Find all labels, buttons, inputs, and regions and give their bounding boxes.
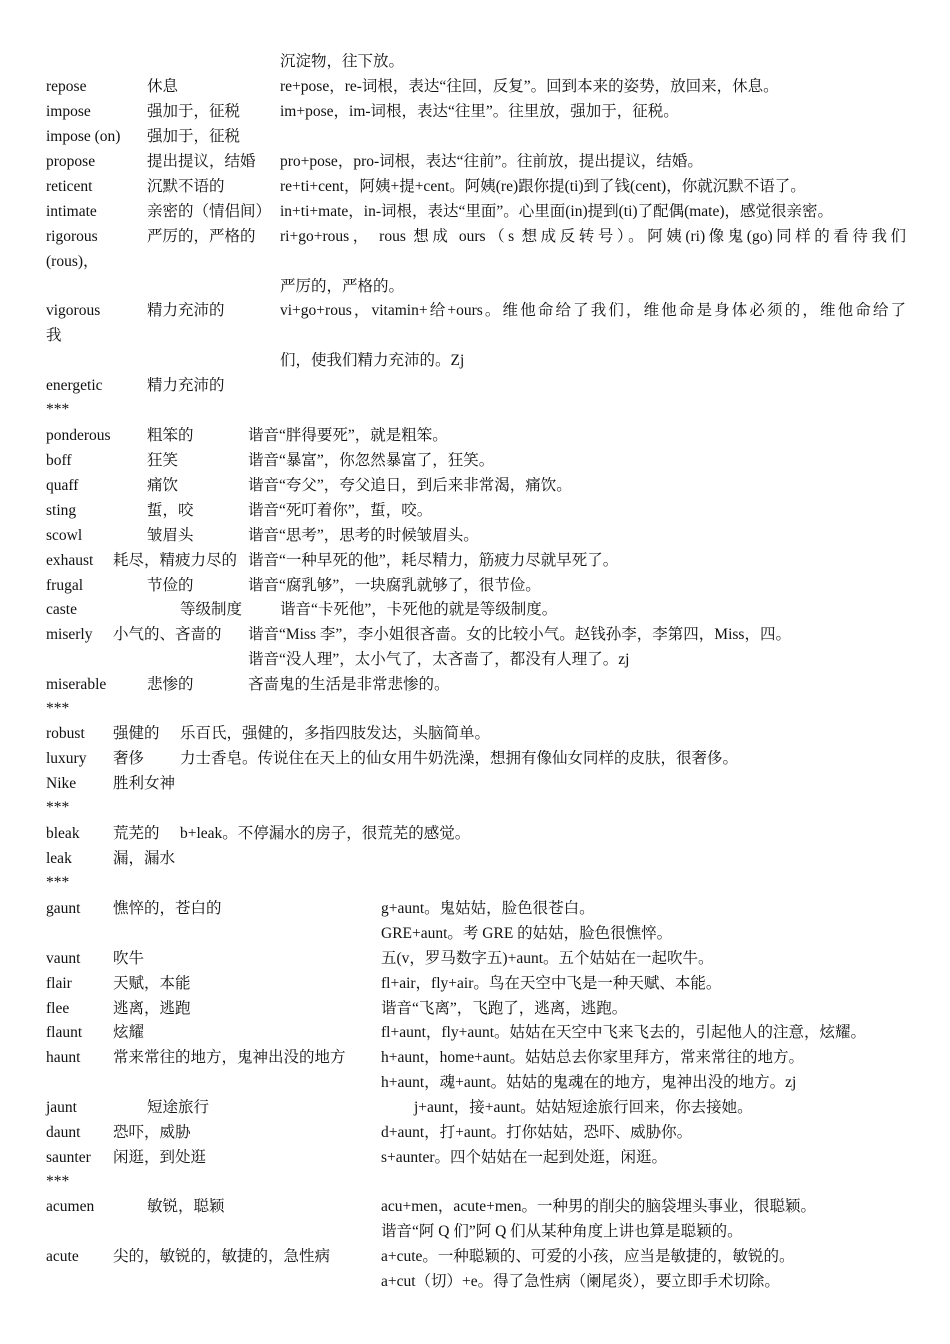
entry-explanation: a+cute。一种聪颖的、可爱的小孩，应当是敏捷的，敏锐的。 — [381, 1248, 795, 1265]
entry-explanation: 五(v，罗马数字五)+aunt。五个姑姑在一起吹牛。 — [381, 950, 714, 967]
entry-meaning: 等级制度 — [180, 601, 243, 618]
entry-word: reticent — [46, 178, 93, 195]
entry-meaning: 精力充沛的 — [147, 377, 225, 394]
entry-meaning: 吹牛 — [113, 950, 145, 967]
entry-explanation: 谐音“飞离”，飞跑了，逃离，逃跑。 — [381, 1000, 628, 1017]
entry-explanation: 谐音“胖得要死”，就是粗笨。 — [248, 427, 448, 444]
entry-word: repose — [46, 78, 87, 95]
entry-word: impose (on) — [46, 128, 121, 145]
entry-word: luxury — [46, 750, 87, 767]
entry-explanation: 谐音“卡死他”，卡死他的就是等级制度。 — [280, 601, 558, 618]
entry-explanation: ri+go+rous， rous 想成 ours（s 想成反转号）。阿姨(ri)像鬼(go)同样的看待我们 — [280, 228, 906, 245]
entry-explanation-cont: 谐音“阿 Q 们”阿 Q 们从某种角度上讲也算是聪颖的。 — [381, 1223, 743, 1240]
entry-meaning: 休息 — [147, 78, 179, 95]
entry-meaning: 天赋，本能 — [113, 975, 191, 992]
entry-explanation: 谐音“暴富”，你忽然暴富了，狂笑。 — [248, 452, 495, 469]
entry-meaning: 强加于，征税 — [147, 103, 241, 120]
entry-meaning: 痛饮 — [147, 477, 179, 494]
entry-explanation-cont: 谐音“没人理”，太小气了，太吝啬了，都没有人理了。zj — [248, 651, 630, 668]
entry-explanation: 谐音“思考”，思考的时候皱眉头。 — [248, 527, 479, 544]
entry-meaning: 漏，漏水 — [113, 850, 176, 867]
entry-word: flair — [46, 975, 72, 992]
entry-explanation: 谐音“死叮着你”，蜇，咬。 — [248, 502, 433, 519]
entry-explanation: re+ti+cent，阿姨+提+cent。阿姨(re)跟你提(ti)到了钱(cent)，你就沉默不语了。 — [280, 178, 806, 195]
entry-meaning: 沉默不语的 — [147, 178, 225, 195]
entry-explanation: 谐音“Miss 李”，李小姐很吝啬。女的比较小气。赵钱孙李，李第四，Miss，四。 — [248, 626, 791, 643]
entry-word: caste — [46, 601, 77, 618]
entry-word: vigorous — [46, 302, 101, 319]
entry-word: ponderous — [46, 427, 111, 444]
entry-word: jaunt — [46, 1099, 77, 1116]
entry-explanation: g+aunt。鬼姑姑，脸色很苍白。 — [381, 900, 595, 917]
entry-meaning: 强加于，征税 — [147, 128, 241, 145]
entry-explanation: fl+aunt，fly+aunt。姑姑在天空中飞来飞去的，引起他人的注意，炫耀。 — [381, 1024, 867, 1041]
entry-word: miserly — [46, 626, 93, 643]
entry-explanation: re+pose，re-词根，表达“往回，反复”。回到本来的姿势，放回来，休息。 — [280, 78, 779, 95]
entry-explanation: 力士香皂。传说住在天上的仙女用牛奶洗澡，想拥有像仙女同样的皮肤，很奢侈。 — [180, 750, 739, 767]
section-separator: *** — [46, 401, 70, 418]
entry-word: robust — [46, 725, 85, 742]
entry-meaning: 耗尽，精疲力尽的 — [113, 552, 238, 569]
entry-explanation-cont: 们，使我们精力充沛的。Zj — [280, 352, 465, 369]
entry-meaning: 胜利女神 — [113, 775, 176, 792]
entry-meaning: 炫耀 — [113, 1024, 145, 1041]
entry-meaning: 奢侈 — [113, 750, 145, 767]
entry-word-wrap: 我 — [46, 327, 62, 344]
entry-meaning: 短途旅行 — [147, 1099, 210, 1116]
entry-meaning: 亲密的（情侣间） — [147, 203, 272, 220]
entry-word: Nike — [46, 775, 77, 792]
entry-explanation: 吝啬鬼的生活是非常悲惨的。 — [248, 676, 450, 693]
entry-explanation-cont: GRE+aunt。考 GRE 的姑姑，脸色很憔悴。 — [381, 925, 673, 942]
entry-word: vaunt — [46, 950, 81, 967]
entry-word: bleak — [46, 825, 80, 842]
entry-meaning: 闲逛，到处逛 — [113, 1149, 207, 1166]
entry-meaning: 憔悴的，苍白的 — [113, 900, 222, 917]
entry-word: impose — [46, 103, 91, 120]
entry-explanation: acu+men，acute+men。一种男的削尖的脑袋埋头事业，很聪颖。 — [381, 1198, 817, 1215]
entry-meaning: 常来常往的地方，鬼神出没的地方 — [113, 1049, 346, 1066]
entry-meaning: 尖的，敏锐的，敏捷的，急性病 — [113, 1248, 331, 1265]
entry-meaning: 小气的、吝啬的 — [113, 626, 222, 643]
entry-explanation: j+aunt，接+aunt。姑姑短途旅行回来，你去接她。 — [414, 1099, 753, 1116]
entry-word: boff — [46, 452, 72, 469]
entry-explanation: 谐音“腐乳够”，一块腐乳就够了，很节俭。 — [248, 577, 541, 594]
entry-explanation: 谐音“夸父”，夸父追日，到后来非常渴，痛饮。 — [248, 477, 572, 494]
entry-word: gaunt — [46, 900, 81, 917]
entry-explanation: d+aunt，打+aunt。打你姑姑，恐吓、威胁你。 — [381, 1124, 693, 1141]
entry-meaning: 强健的 — [113, 725, 160, 742]
entry-explanation: 乐百氏，强健的，多指四肢发达，头脑简单。 — [180, 725, 491, 742]
entry-meaning: 精力充沛的 — [147, 302, 225, 319]
entry-explanation: vi+go+rous，vitamin+给+ours。维他命给了我们，维他命是身体必须的，维他命给了 — [280, 302, 906, 319]
section-separator: *** — [46, 874, 70, 891]
entry-explanation: in+ti+mate，in-词根，表达“里面”。心里面(in)提到(ti)了配偶(mate)，感觉很亲密。 — [280, 203, 834, 220]
entry-word-wrap: (rous)， — [46, 253, 99, 270]
entry-word: rigorous — [46, 228, 98, 245]
entry-word: acute — [46, 1248, 79, 1265]
entry-meaning: 逃离，逃跑 — [113, 1000, 191, 1017]
entry-word: flee — [46, 1000, 70, 1017]
entry-explanation: b+leak。不停漏水的房子，很荒芜的感觉。 — [180, 825, 471, 842]
entry-meaning: 悲惨的 — [147, 676, 194, 693]
entry-meaning: 荒芜的 — [113, 825, 160, 842]
entry-word: scowl — [46, 527, 83, 544]
entry-meaning: 敏锐，聪颖 — [147, 1198, 225, 1215]
entry-meaning: 提出提议，结婚 — [147, 153, 256, 170]
entry-explanation-cont: 严厉的，严格的。 — [280, 278, 405, 295]
entry-word: sting — [46, 502, 77, 519]
entry-word: intimate — [46, 203, 97, 220]
entry-meaning: 蜇，咬 — [147, 502, 194, 519]
entry-meaning: 狂笑 — [147, 452, 179, 469]
entry-meaning: 恐吓，威胁 — [113, 1124, 191, 1141]
entry-word: quaff — [46, 477, 79, 494]
entry-explanation: h+aunt，home+aunt。姑姑总去你家里拜方，常来常往的地方。 — [381, 1049, 805, 1066]
entry-meaning: 粗笨的 — [147, 427, 194, 444]
entry-explanation-cont: a+cut（切）+e。得了急性病（阑尾炎），要立即手术切除。 — [381, 1273, 780, 1290]
entry-word: daunt — [46, 1124, 81, 1141]
section-separator: *** — [46, 700, 70, 717]
entry-word: acumen — [46, 1198, 95, 1215]
entry-word: exhaust — [46, 552, 94, 569]
entry-meaning: 严厉的，严格的 — [147, 228, 256, 245]
entry-explanation: 谐音“一种早死的他”，耗尽精力，筋疲力尽就早死了。 — [248, 552, 619, 569]
entry-word: miserable — [46, 676, 107, 693]
entry-explanation-cont: h+aunt，魂+aunt。姑姑的鬼魂在的地方，鬼神出没的地方。zj — [381, 1074, 797, 1091]
section-separator: *** — [46, 799, 70, 816]
entry-meaning: 节俭的 — [147, 577, 194, 594]
entry-explanation: pro+pose，pro-词根，表达“往前”。往前放，提出提议，结婚。 — [280, 153, 703, 170]
entry-word: flaunt — [46, 1024, 83, 1041]
entry-explanation: im+pose，im-词根，表达“往里”。往里放，强加于，征税。 — [280, 103, 679, 120]
entry-word: haunt — [46, 1049, 81, 1066]
entry-explanation: s+aunter。四个姑姑在一起到处逛，闲逛。 — [381, 1149, 668, 1166]
continuation-line: 沉淀物，往下放。 — [280, 53, 405, 70]
entry-word: leak — [46, 850, 72, 867]
entry-explanation: fl+air，fly+air。鸟在天空中飞是一种天赋、本能。 — [381, 975, 722, 992]
entry-meaning: 皱眉头 — [147, 527, 194, 544]
entry-word: propose — [46, 153, 96, 170]
section-separator: *** — [46, 1173, 70, 1190]
entry-word: energetic — [46, 377, 103, 394]
entry-word: saunter — [46, 1149, 91, 1166]
entry-word: frugal — [46, 577, 84, 594]
